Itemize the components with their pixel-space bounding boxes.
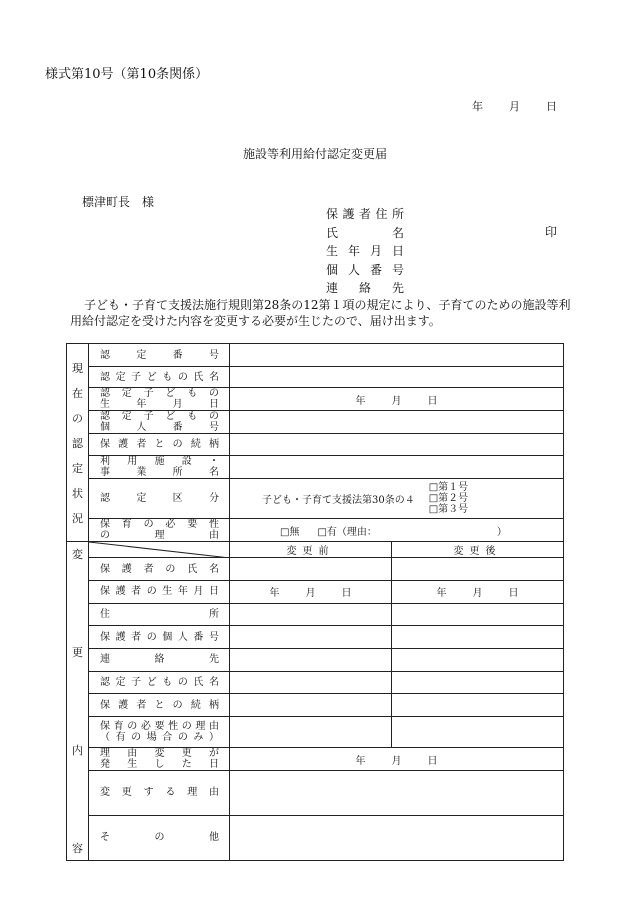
before-change-header: 変更前 <box>230 542 392 558</box>
applicant-field-name: 氏名 <box>326 225 404 240</box>
kubun-option-1[interactable]: □第１号 <box>428 482 469 493</box>
label-necessity-reason: 保育の必要性 の理由 <box>89 519 230 542</box>
label-facility-name: 利用施設・ 事業所名 <box>89 456 230 479</box>
guardian-relationship-before[interactable] <box>230 694 392 717</box>
certified-child-name-before[interactable] <box>230 671 392 694</box>
guardian-name-before[interactable] <box>230 558 392 581</box>
side-char: 状 <box>72 486 83 500</box>
child-birthdate-field[interactable]: 年 月 日 <box>230 388 564 411</box>
diagonal-header-cell <box>89 542 230 558</box>
kubun-law-text: 子ども・子育て支援法第30条の４ <box>262 495 415 506</box>
label-relationship: 保護者との続柄 <box>89 434 230 456</box>
label-guardian-personal-number: 保護者の個人番号 <box>89 626 230 649</box>
label-change-reason: 変更する理由 <box>89 771 230 815</box>
change-reason-field[interactable] <box>230 771 564 815</box>
label-guardian-relationship: 保護者との続柄 <box>89 694 230 717</box>
label-certification-number: 認定番号 <box>89 344 230 367</box>
side-char: の <box>72 411 83 425</box>
label-certified-child-name: 認定子どもの氏名 <box>89 671 230 694</box>
contact-before[interactable] <box>230 648 392 671</box>
day-label: 日 <box>546 100 557 113</box>
label-child-birthdate: 認定子どもの 生年月日 <box>89 388 230 411</box>
label-contact: 連絡先 <box>89 648 230 671</box>
relationship-field[interactable] <box>230 434 564 456</box>
address-after[interactable] <box>392 603 564 626</box>
contact-after[interactable] <box>392 648 564 671</box>
guardian-name-after[interactable] <box>392 558 564 581</box>
certified-child-name-after[interactable] <box>392 671 564 694</box>
month-label: 月 <box>509 100 520 113</box>
side-char: 定 <box>72 461 83 475</box>
child-personal-number-field[interactable] <box>230 411 564 434</box>
label-guardian-name: 保護者の氏名 <box>89 558 230 581</box>
other-field[interactable] <box>230 815 564 860</box>
year-label: 年 <box>472 100 483 113</box>
facility-name-field[interactable] <box>230 456 564 479</box>
guardian-personal-number-after[interactable] <box>392 626 564 649</box>
guardian-birthdate-after[interactable]: 年 月 日 <box>392 581 564 604</box>
statement-line-1: 子ども・子育て支援法施行規則第28条の12第１項の規定により、子育てのための施設等利 <box>84 298 571 312</box>
after-change-header: 変更後 <box>392 542 564 558</box>
label-guardian-birthdate: 保護者の生年月日 <box>89 581 230 604</box>
label-other: その他 <box>89 815 230 860</box>
statement <box>70 297 570 329</box>
side-char: 容 <box>72 842 83 855</box>
submission-date <box>472 98 557 114</box>
label-certification-category: 認定区分 <box>89 479 230 519</box>
statement-line-2: 用給付認定を受けた内容を変更する必要が生じたので、届け出ます。 <box>70 314 441 328</box>
side-char: 更 <box>72 646 83 659</box>
side-char: 況 <box>72 511 83 525</box>
label-child-name: 認定子どもの氏名 <box>89 367 230 388</box>
form-table <box>66 343 564 861</box>
seal-mark: 印 <box>545 225 558 239</box>
current-status-side-label <box>67 344 89 542</box>
necessity-yes-checkbox[interactable]: □有（理由： <box>317 526 377 538</box>
address-before[interactable] <box>230 603 392 626</box>
guardian-personal-number-before[interactable] <box>230 626 392 649</box>
form-number: 様式第10号（第10条関係） <box>45 67 209 82</box>
necessity-reason-after[interactable] <box>392 716 564 747</box>
child-name-field[interactable] <box>230 367 564 388</box>
change-content-side-label <box>67 542 89 861</box>
necessity-field <box>230 519 564 542</box>
diagonal-line <box>89 542 230 558</box>
kubun-option-2[interactable]: □第２号 <box>428 493 469 504</box>
label-child-personal-number: 認定子どもの 個人番号 <box>89 411 230 434</box>
side-char: 内 <box>72 744 83 757</box>
applicant-field-address: 保護者住所 <box>326 207 404 221</box>
side-char: 現 <box>72 361 83 375</box>
label-reason-change-date: 理由変更が 発生した日 <box>89 747 230 771</box>
kubun-option-3[interactable]: □第３号 <box>428 504 469 515</box>
guardian-relationship-after[interactable] <box>392 694 564 717</box>
side-char: 変 <box>72 548 83 561</box>
side-char: 在 <box>72 386 83 400</box>
necessity-reason-before[interactable] <box>230 716 392 747</box>
necessity-none-checkbox[interactable]: □無 <box>280 526 300 538</box>
necessity-close-paren: ） <box>496 526 507 538</box>
side-char: 認 <box>72 436 83 450</box>
reason-change-date-field[interactable]: 年 月 日 <box>230 747 564 771</box>
applicant-field-contact: 連絡先 <box>326 281 404 295</box>
guardian-birthdate-before[interactable]: 年 月 日 <box>230 581 392 604</box>
certification-category-field <box>230 479 564 519</box>
label-necessity-reason-change: 保育の必要性の理由 （有の場合のみ） <box>89 716 230 747</box>
applicant-field-birthdate: 生年月日 <box>326 244 404 258</box>
applicant-field-personal-number: 個人番号 <box>326 262 404 277</box>
addressee: 標津町長 様 <box>82 195 155 209</box>
label-address: 住所 <box>89 603 230 626</box>
document-title: 施設等利用給付認定変更届 <box>242 147 387 161</box>
applicant-block <box>326 205 404 298</box>
certification-number-field[interactable] <box>230 344 564 367</box>
